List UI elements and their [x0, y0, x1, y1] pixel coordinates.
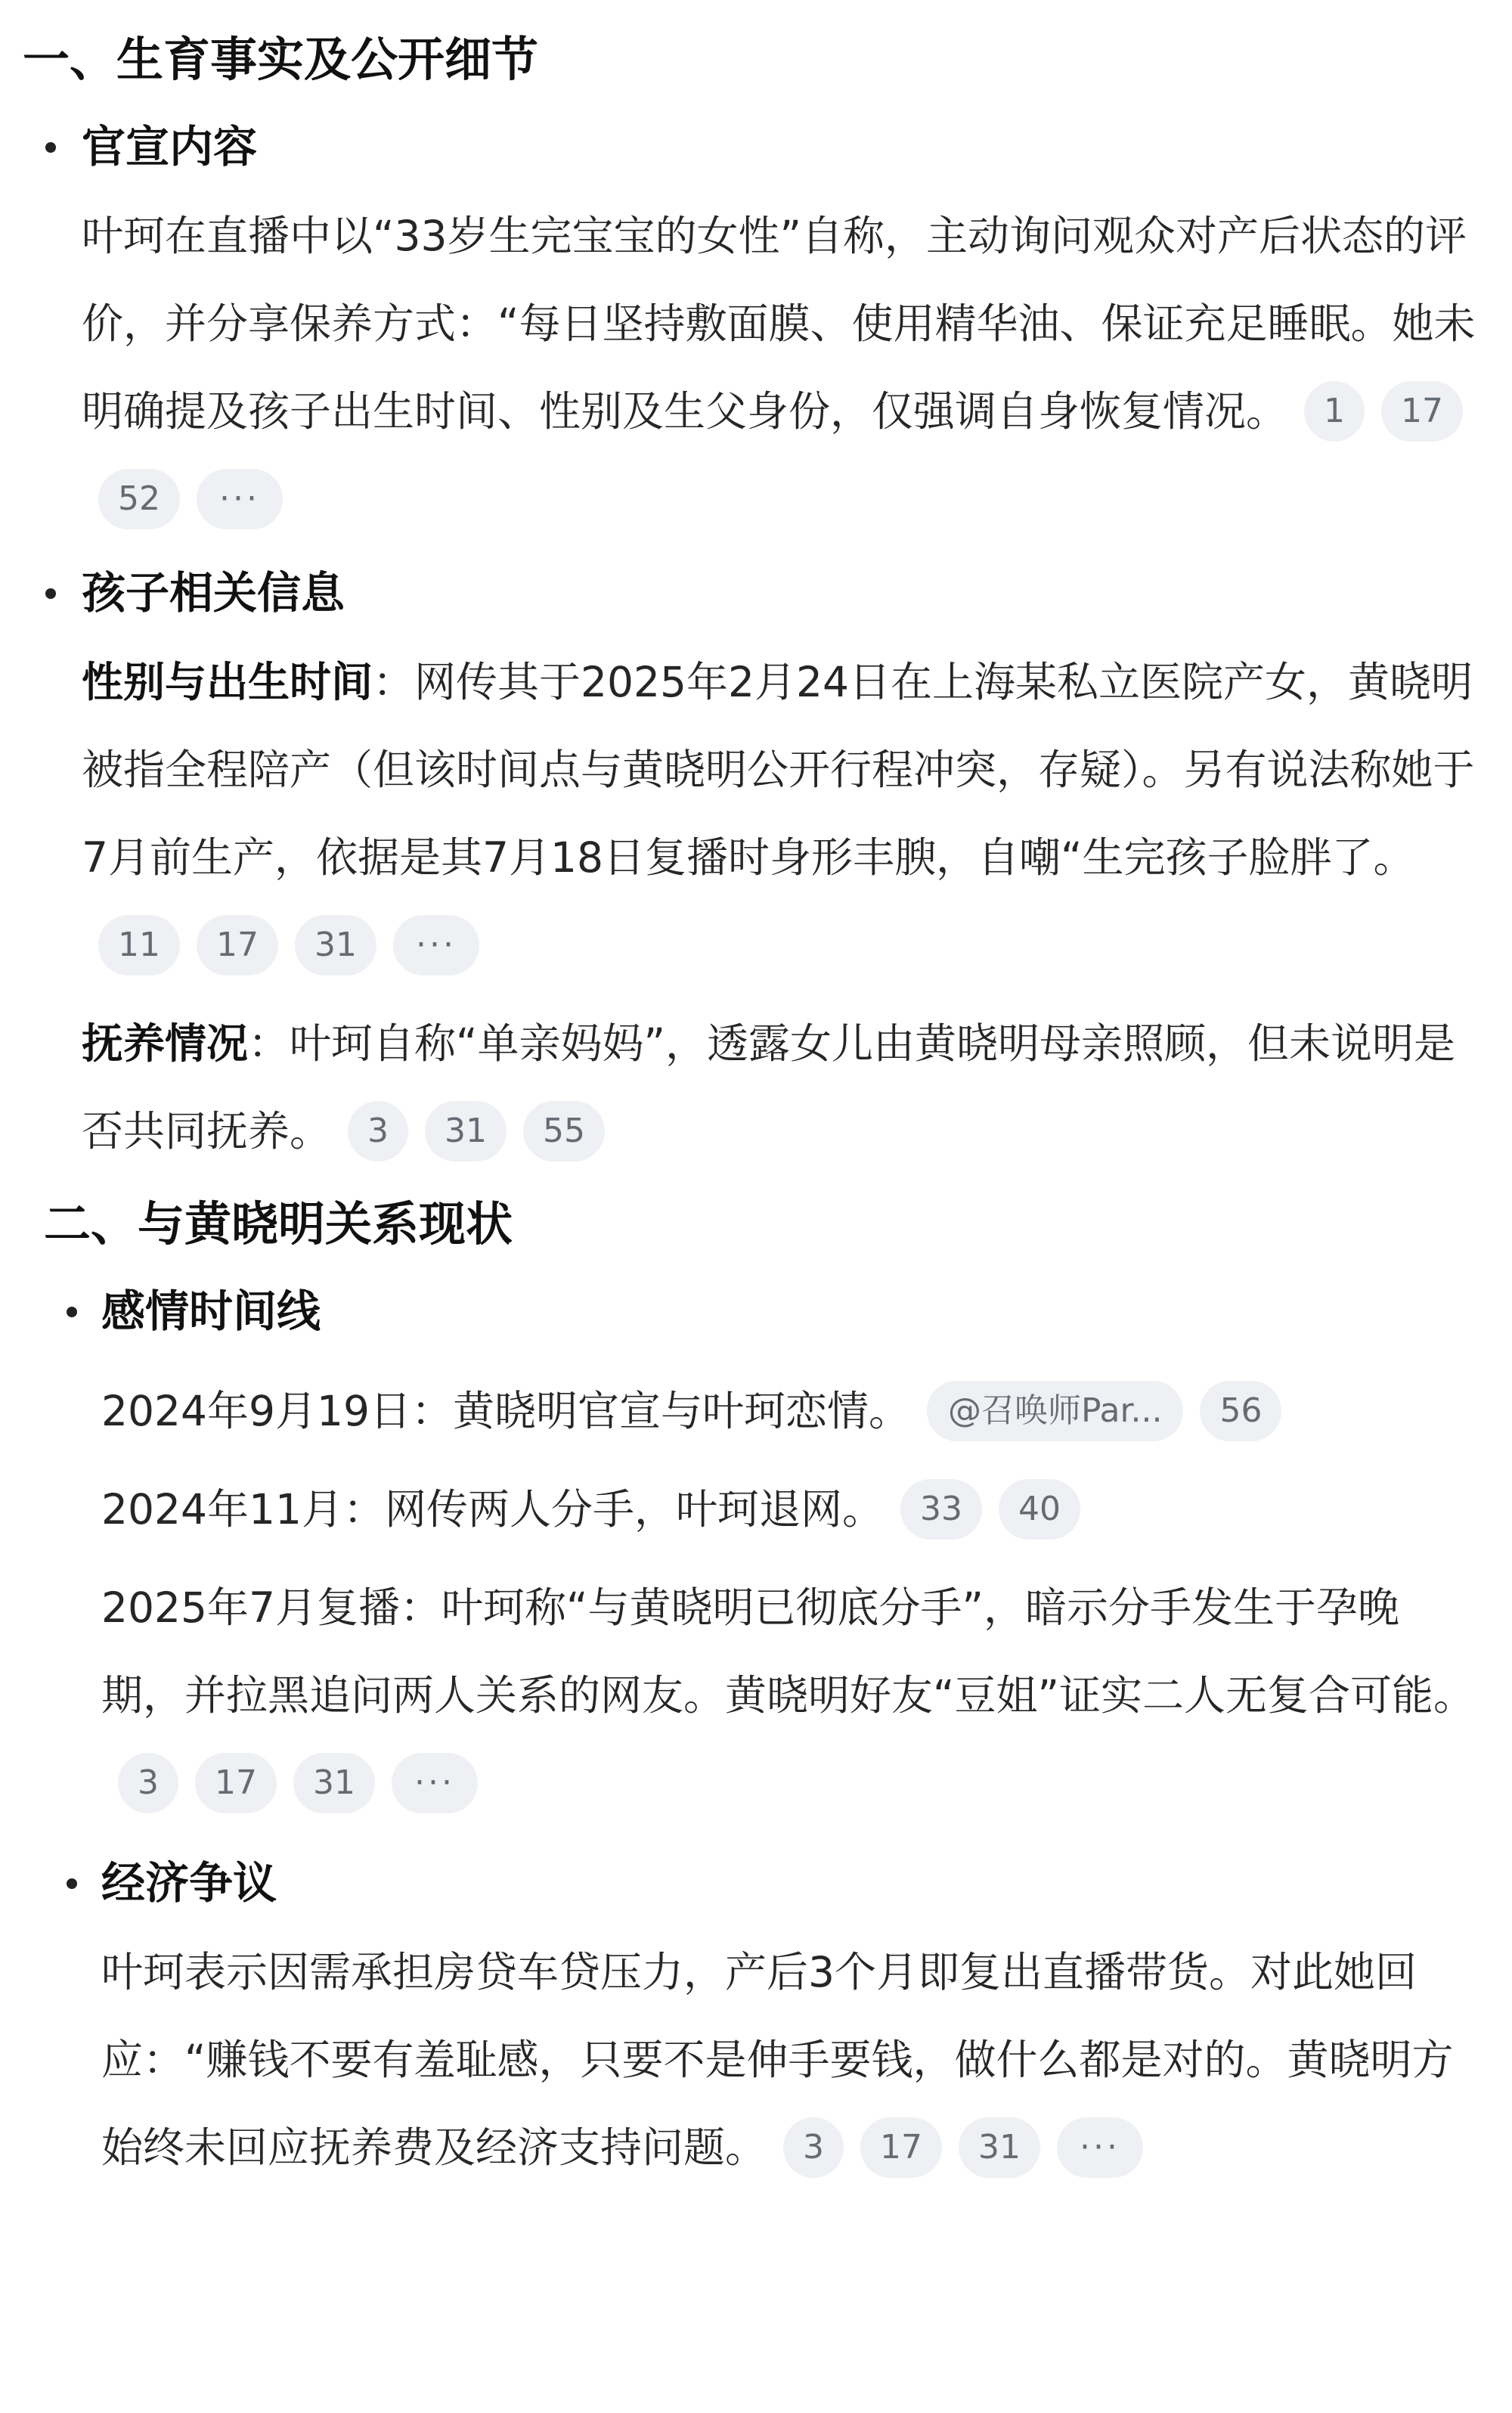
bullet-dot — [67, 1878, 77, 1889]
citation-chip[interactable]: 52 — [98, 469, 180, 529]
citation-chip[interactable]: 11 — [98, 915, 180, 975]
citation-chip[interactable]: 3 — [348, 1101, 408, 1162]
citation-chip[interactable]: 31 — [295, 915, 376, 975]
section-title: 二、与黄晓明关系现状 — [44, 1196, 513, 1251]
citation-chip[interactable]: 31 — [293, 1753, 375, 1813]
bullet-heading — [0, 1838, 1512, 1928]
citation-chip[interactable]: 1 — [1304, 381, 1365, 442]
bullet-heading-text: 官宣内容 — [82, 121, 258, 172]
paragraph-text: 2024年11月：网传两人分手，叶珂退网。 — [101, 1485, 884, 1534]
more-citations-button[interactable]: ··· — [392, 1753, 478, 1813]
timeline-entry — [0, 1564, 1512, 1827]
citation-chip[interactable]: 3 — [783, 2117, 844, 2178]
bullet-heading-text: 经济争议 — [101, 1857, 277, 1909]
bullet-heading — [0, 101, 1512, 192]
bullet-heading-text: 感情时间线 — [101, 1286, 321, 1337]
more-citations-button[interactable]: ··· — [393, 915, 479, 975]
paragraph — [0, 1000, 1512, 1175]
paragraph-text: 2025年7月复播：叶珂称“与黄晓明已彻底分手”，暗示分手发生于孕晚期，并拉黑追问两人关系的网友。黄晓明好友“豆姐”证实二人无复合可能。 — [101, 1583, 1475, 1720]
section-title: 一、生育事实及公开细节 — [23, 32, 539, 87]
paragraph-label: 抚养情况 — [82, 1019, 249, 1068]
more-citations-button[interactable]: ··· — [197, 469, 283, 529]
bullet-heading — [0, 1266, 1512, 1357]
citation-chip[interactable]: 56 — [1200, 1381, 1281, 1441]
citation-chip[interactable]: 17 — [195, 1753, 277, 1813]
citation-chip[interactable]: 31 — [425, 1101, 507, 1162]
bullet-dot — [67, 1307, 77, 1317]
citation-chip[interactable]: 17 — [1381, 381, 1463, 442]
source-mention-chip[interactable]: @召唤师Par... — [927, 1381, 1184, 1441]
citation-chip[interactable]: 40 — [999, 1479, 1080, 1540]
citation-chip[interactable]: 33 — [900, 1479, 982, 1540]
paragraph-label: 性别与出生时间 — [82, 658, 373, 706]
timeline-entry — [0, 1465, 1512, 1553]
citation-chip[interactable]: 17 — [860, 2117, 942, 2178]
paragraph — [0, 1928, 1512, 2191]
paragraph-text: ：网传其于2025年2月24日在上海某私立医院产女，黄晓明被指全程陪产（但该时间点与黄晓明公开行程冲突，存疑）。另有说法称她于7月前生产，依据是其7月18日复播时身形丰腴，自嘲“生完孩子脸胖了。 — [82, 658, 1475, 882]
paragraph-text: 叶珂表示因需承担房贷车贷压力，产后3个月即复出直播带货。对此她回应：“赚钱不要有羞耻感，只要不是伸手要钱，做什么都是对的。黄晓明方始终未回应抚养费及经济支持问题。 — [101, 1948, 1454, 2172]
bullet-dot — [45, 142, 56, 153]
citation-chip[interactable]: 3 — [118, 1753, 178, 1813]
bullet-heading — [0, 547, 1512, 638]
paragraph-text: ：叶珂自称“单亲妈妈”，透露女儿由黄晓明母亲照顾，但未说明是否共同抚养。 — [82, 1019, 1456, 1155]
paragraph — [0, 192, 1512, 543]
citation-chip[interactable]: 31 — [959, 2117, 1040, 2178]
paragraph-text: 叶珂在直播中以“33岁生完宝宝的女性”自称，主动询问观众对产后状态的评价，并分享保养方式：“每日坚持敷面膜、使用精华油、保证充足睡眠。她未明确提及孩子出生时间、性别及生父身份，仅强调自身恢复情况。 — [82, 212, 1476, 436]
citation-chip[interactable]: 17 — [197, 915, 278, 975]
bullet-heading-text: 孩子相关信息 — [82, 567, 345, 619]
citation-chip[interactable]: 55 — [523, 1101, 605, 1162]
paragraph — [0, 638, 1512, 989]
more-citations-button[interactable]: ··· — [1057, 2117, 1143, 2178]
timeline-entry — [0, 1367, 1512, 1455]
bullet-dot — [45, 588, 56, 599]
paragraph-text: 2024年9月19日：黄晓明官宣与叶珂恋情。 — [101, 1387, 910, 1435]
